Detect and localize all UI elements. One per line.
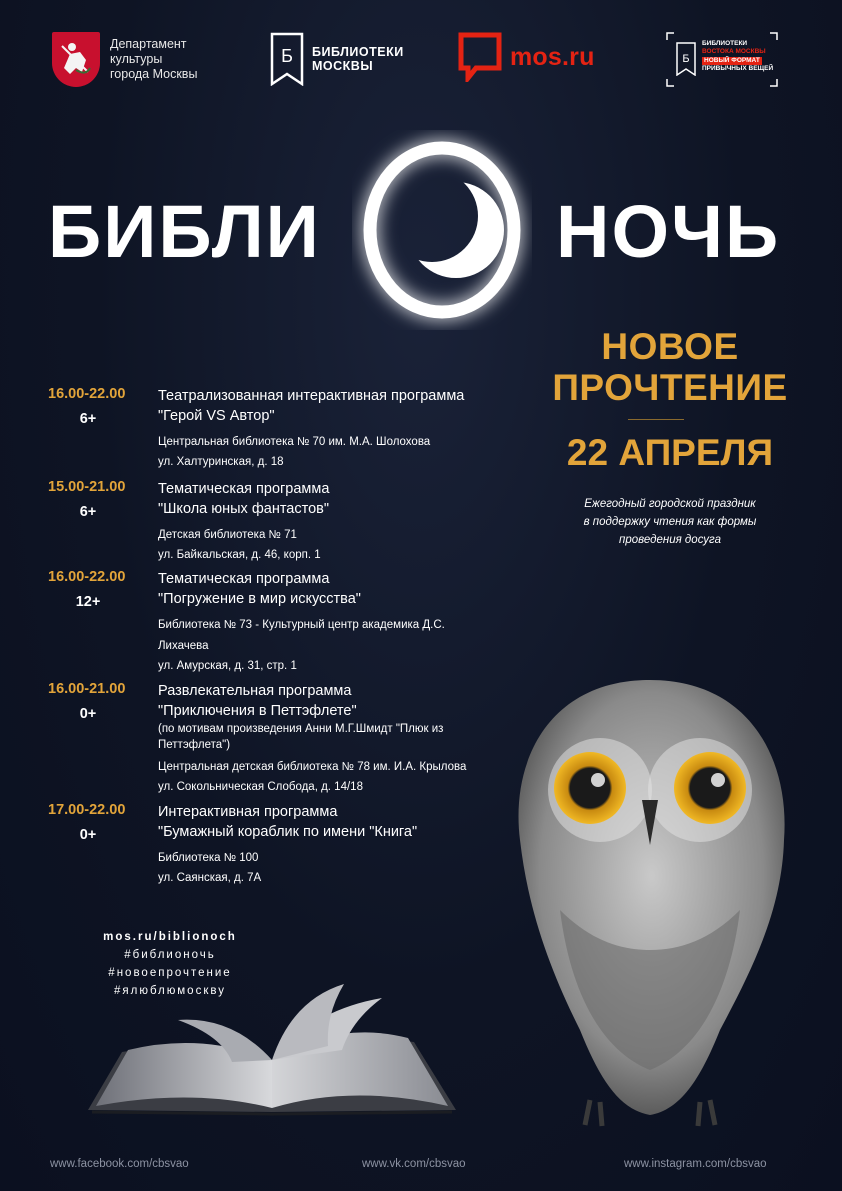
facebook-link[interactable]: www.facebook.com/cbsvao: [50, 1158, 189, 1170]
speech-bubble-icon: [458, 32, 502, 82]
event-age: 0+: [79, 827, 97, 843]
event-address: ул. Саянская, д. 7А: [158, 872, 262, 884]
event-note: (по мотивам произведения Анни М.Г.Шмидт "Плюк из Петтэфлета"): [158, 723, 444, 751]
east-libraries-logo: [666, 32, 778, 87]
event-type: Развлекательная программа: [158, 683, 352, 699]
svg-text:Б: Б: [682, 53, 690, 65]
event-age: 12+: [75, 594, 101, 610]
event-time: 17.00-22.00: [48, 802, 126, 818]
event-name: "Приключения в Петтэфлете": [158, 703, 357, 719]
event-name: "Герой VS Автор": [158, 408, 275, 424]
event-name: "Школа юных фантастов": [158, 501, 330, 517]
mos-ru-logo: [458, 32, 595, 82]
title-right: НОЧЬ: [556, 190, 781, 273]
crescent-moon-icon: [352, 130, 532, 330]
event-name: "Бумажный кораблик по имени "Книга": [158, 824, 418, 840]
event-age: 0+: [79, 706, 97, 722]
event-time: 16.00-21.00: [48, 681, 126, 697]
event-address: ул. Сокольническая Слобода, д. 14/18: [158, 781, 363, 793]
mos-ru-label: mos.ru: [510, 42, 595, 71]
event-type: Тематическая программа: [158, 571, 330, 587]
event-address: ул. Амурская, д. 31, стр. 1: [158, 660, 297, 672]
event-venue: Центральная детская библиотека № 78 им. И.А. Крылова: [158, 761, 467, 773]
svg-text:Б: Б: [281, 46, 293, 66]
hashtag: #ялюблюмоскву: [114, 985, 226, 997]
event-venue: Детская библиотека № 71: [158, 529, 297, 541]
event-address: ул. Байкальская, д. 46, корп. 1: [158, 549, 321, 561]
event-time: 15.00-21.00: [48, 479, 126, 495]
event-venue: Библиотека № 73 - Культурный центр академика Д.С. Лихачева: [158, 619, 445, 652]
event-date: 22 АПРЕЛЯ: [566, 432, 774, 473]
event-name: "Погружение в мир искусства": [158, 591, 361, 607]
event-venue: Библиотека № 100: [158, 852, 259, 864]
vk-link[interactable]: www.vk.com/cbsvao: [362, 1158, 466, 1170]
event-type: Тематическая программа: [158, 481, 330, 497]
moscow-coat-of-arms-icon: [52, 32, 100, 87]
event-venue: Центральная библиотека № 70 им. М.А. Шолохова: [158, 436, 431, 448]
event-type: Интерактивная программа: [158, 804, 338, 820]
moscow-libraries-name: БИБЛИОТЕКИ МОСКВЫ: [312, 45, 404, 73]
event-age: 6+: [79, 411, 97, 427]
bookmark-b-icon: [270, 32, 304, 86]
instagram-link[interactable]: www.instagram.com/cbsvao: [624, 1158, 767, 1170]
event-address: ул. Халтуринская, д. 18: [158, 456, 284, 468]
department-logo: [52, 32, 220, 87]
open-book-image: [82, 980, 462, 1120]
moscow-libraries-logo: [270, 32, 404, 86]
site-link[interactable]: mos.ru/biblionoch: [103, 931, 237, 943]
tagline: Ежегодный городской праздник в поддержку чтения как формы проведения досуга: [583, 498, 757, 546]
east-libraries-name: БИБЛИОТЕКИ ВОСТОКА МОСКВЫ НОВЫЙ ФОРМАТ ПРИВЫЧНЫХ ВЕЩЕЙ: [702, 40, 774, 72]
department-name: Департамент культуры города Москвы: [110, 37, 198, 81]
divider: [628, 419, 684, 420]
event-type: Театрализованная интерактивная программа: [158, 388, 465, 404]
theme-title: НОВОЕ ПРОЧТЕНИЕ: [552, 326, 788, 408]
event-time: 16.00-22.00: [48, 386, 126, 402]
event-age: 6+: [79, 504, 97, 520]
hashtag: #библионочь: [124, 949, 216, 961]
hashtag: #новоепрочтение: [108, 967, 232, 979]
title-left: БИБЛИ: [48, 190, 321, 273]
event-time: 16.00-22.00: [48, 569, 126, 585]
owl-image: [490, 670, 810, 1130]
bookmark-b-icon: [676, 42, 696, 76]
